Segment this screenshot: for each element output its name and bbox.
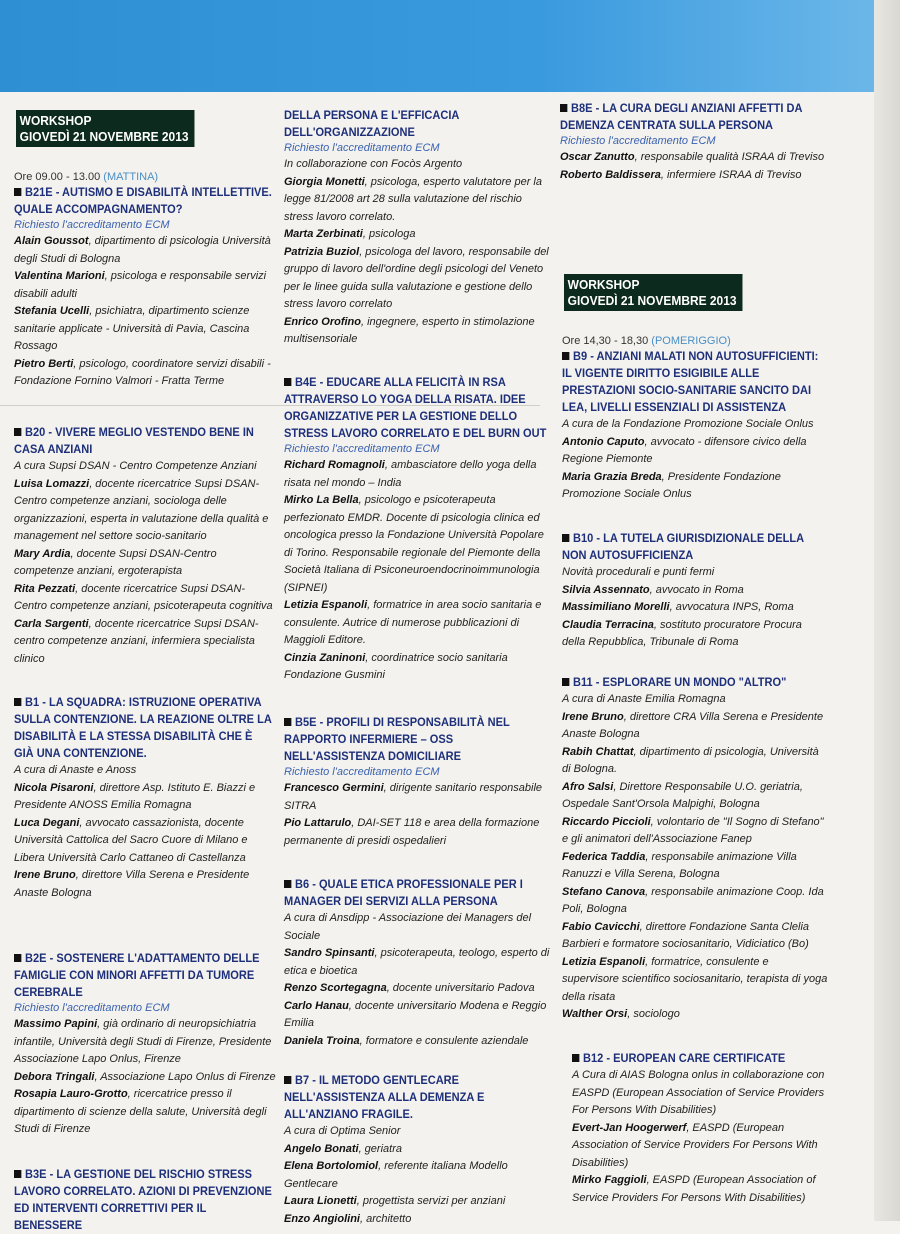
speaker (284, 1141, 552, 1159)
session-title (562, 348, 826, 416)
speaker-role: , già ordinario di neuropsichiatria infantile, Università degli Studi di Firenze, Presidente Associazione Lapo Onlus, Firenze (14, 1018, 272, 1065)
session-title (284, 374, 550, 442)
bullet-square-icon (562, 678, 569, 686)
speaker-role: , DAI-SET 118 e area della formazione permanente di presidi ospedalieri (284, 817, 540, 847)
speaker-role: , docente ricercatrice Supsi DSAN-centro competenze anziani, infermiera specialista clinico (14, 617, 259, 665)
speaker (14, 616, 276, 669)
speaker-role: , direttore Villa Serena e Presidente Anaste Bologna (14, 869, 250, 899)
speaker (14, 867, 276, 902)
speaker-role: , dirigente sanitario responsabile SITRA (284, 782, 543, 812)
time-tag: (POMERIGGIO) (651, 335, 731, 347)
speaker (562, 954, 828, 1007)
speaker-name: Silvia Assennato (562, 583, 650, 596)
workshop-label: WORKSHOP (19, 113, 92, 128)
speaker-role: , psicologa e responsabile servizi disabili adulti (14, 270, 267, 300)
session-title (284, 876, 550, 910)
speaker (562, 582, 828, 600)
speaker-name: Debora Tringali (14, 1070, 95, 1083)
session-intro: A cura di Optima Senior (284, 1125, 401, 1137)
speaker-name: Riccardo Piccioli (562, 815, 651, 828)
title-text: B10 - LA TUTELA GIURISDIZIONALE DELLA NON AUTOSUFFICIENZA (562, 531, 804, 562)
speaker-role: , ingegnere, esperto in stimolazione multisensoriale (284, 315, 535, 345)
speaker-role: , docente ricercatrice Supsi DSAN-Centro competenze anziani, sociologa delle organizzazioni, esperta in valutazione della qualità e management nel settore socio-sanitario (14, 477, 269, 542)
ecm-note: Richiesto l'accreditamento ECM (14, 219, 170, 231)
session-title (562, 674, 826, 691)
speaker (560, 149, 828, 167)
ecm-note: Richiesto l'accreditamento ECM (14, 1002, 170, 1014)
speaker-name: Irene Bruno (562, 710, 624, 723)
speaker (14, 1016, 276, 1069)
title-text: B12 - EUROPEAN CARE CERTIFICATE (583, 1051, 786, 1065)
bullet-square-icon (560, 104, 567, 112)
speaker-name: Mirko Faggioli (572, 1174, 647, 1186)
speaker (284, 174, 552, 227)
session-b5e (284, 714, 552, 850)
speaker (284, 815, 552, 850)
speaker (562, 709, 828, 744)
speaker (284, 1033, 552, 1051)
session-title (284, 714, 550, 765)
speaker (562, 884, 828, 919)
title-text: B11 - ESPLORARE UN MONDO "ALTRO" (573, 675, 787, 689)
speaker (284, 780, 552, 815)
speaker-role: , responsabile animazione Coop. Ida Poli, Bologna (562, 885, 824, 915)
speaker (284, 457, 552, 492)
speaker (284, 244, 552, 314)
speaker (284, 597, 552, 650)
speaker-name: Walther Orsi (562, 1008, 628, 1020)
speaker-role: , psicologa (362, 228, 416, 240)
speaker (14, 356, 276, 391)
session-b3e-continued (284, 107, 552, 349)
morning-time (14, 170, 276, 184)
page-edge (874, 0, 900, 1221)
speaker-name: Rabih Chattat (562, 745, 634, 758)
speaker-name: Laura Lionetti (284, 1195, 357, 1207)
session-b9 (562, 334, 828, 504)
session-b8e (560, 100, 828, 184)
speaker-role: , sociologo (627, 1008, 680, 1020)
session-intro: A cura de la Fondazione Promozione Sociale Onlus (562, 418, 814, 430)
speaker (562, 814, 828, 849)
title-text: B8E - LA CURA DEGLI ANZIANI AFFETTI DA DEMENZA CENTRATA SULLA PERSONA (560, 101, 803, 132)
speaker-name: Valentina Marioni (14, 270, 105, 282)
speaker-name: Enzo Angiolini (284, 1212, 360, 1225)
speaker-name: Stefania Ucelli (14, 305, 90, 317)
speaker-role: , EASPD (European Association of Service Providers For Persons With Disabilities) (572, 1121, 818, 1169)
speaker-name: Francesco Germini (284, 782, 384, 794)
speaker (284, 945, 552, 980)
speaker-name: Renzo Scortegagna (284, 982, 387, 994)
session-b10 (562, 530, 828, 652)
speaker (14, 1069, 276, 1087)
speaker (562, 849, 828, 884)
speaker-role: , direttore Asp. Istituto E. Biazzi e Presidente ANOSS Emilia Romagna (14, 781, 256, 811)
speaker-name: Federica Taddia (562, 850, 646, 863)
speaker-name: Antonio Caputo (562, 435, 645, 448)
bullet-square-icon (14, 188, 21, 196)
speaker-role: , formatore e consulente aziendale (359, 1034, 529, 1047)
workshop-label: WORKSHOP (567, 277, 640, 292)
speaker (562, 1006, 828, 1024)
speaker-role: , architetto (359, 1212, 412, 1225)
bullet-square-icon (284, 718, 291, 726)
speaker-role: , responsabile qualità ISRAA di Treviso (634, 151, 825, 163)
speaker-name: Mary Ardia (14, 547, 71, 560)
speaker-name: Rita Pezzati (14, 582, 76, 595)
speaker (562, 919, 828, 954)
speaker-role: , progettista servizi per anziani (356, 1195, 506, 1207)
speaker-role: , ambasciatore dello yoga della risata nel mondo – India (284, 459, 537, 489)
session-intro: A cura di Anaste Emilia Romagna (562, 693, 726, 705)
workshop-date: GIOVEDÌ 21 NOVEMBRE 2013 (19, 129, 189, 144)
speaker-role: , geriatra (358, 1142, 402, 1155)
session-intro: A cura di Anaste e Anoss (14, 764, 137, 776)
time-hours: Ore 09.00 - 13.00 (14, 171, 101, 183)
speaker (14, 780, 276, 815)
speaker-name: Roberto Baldissera (560, 168, 661, 181)
speaker-role: , avvocatura INPS, Roma (669, 601, 794, 613)
bullet-square-icon (284, 1076, 291, 1084)
speaker (572, 1120, 828, 1173)
session-b3e (14, 1166, 276, 1234)
speaker-role: , responsabile animazione Villa Ranuzzi e Villa Serena, Bologna (562, 850, 797, 880)
bullet-square-icon (562, 352, 569, 360)
speaker (284, 1211, 552, 1229)
bullet-square-icon (284, 378, 291, 386)
speaker (284, 492, 552, 597)
speaker-role: , avvocato cassazionista, docente Università Cattolica del Sacro Cuore di Milano e Libera Università Carlo Cattaneo di Castellanza (14, 816, 248, 864)
speaker-role: , psicologo, coordinatore servizi disabili - Fondazione Fornino Valmori - Fratta Terme (14, 357, 271, 387)
speaker-role: , docente universitario Modena e Reggio Emilia (284, 999, 547, 1029)
bullet-square-icon (14, 954, 21, 962)
speaker-role: , avvocato - difensore civico della Regione Piemonte (562, 435, 807, 465)
speaker (14, 268, 276, 303)
session-b2e (14, 950, 276, 1139)
speaker (284, 1158, 552, 1193)
speaker (562, 744, 828, 779)
session-intro: A cura Supsi DSAN - Centro Competenze Anziani (14, 460, 257, 472)
speaker-role: , direttore CRA Villa Serena e Presidente Anaste Bologna (562, 710, 824, 740)
speaker-role: , psicologa del lavoro, responsabile del gruppo di lavoro dell'ordine degli psicologi del Veneto per le linee guida sulla valutazione e gestione dello stress lavoro correlato (284, 245, 549, 310)
speaker-name: Pio Lattarulo (284, 817, 352, 829)
speaker-role: , psichiatra, dipartimento scienze sanitarie applicate - Università di Pavia, Cascina Rossago (14, 305, 250, 352)
title-text: B3E - LA GESTIONE DEL RISCHIO STRESS LAVORO CORRELATO. AZIONI DI PREVENZIONE ED INTERVENTI CORRETTIVI PER IL BENESSERE (14, 1167, 272, 1232)
session-title: DELLA PERSONA E L'EFFICACIA DELL'ORGANIZZAZIONE (284, 108, 459, 139)
session-b1 (14, 694, 276, 902)
speaker (284, 980, 552, 998)
speaker-role: , psicoterapeuta, teologo, esperto di etica e bioetica (284, 947, 550, 977)
speaker (562, 599, 828, 617)
speaker-name: Luca Degani (14, 816, 80, 829)
speaker-role: , direttore Fondazione Santa Clelia Barbieri e formatore sociosanitario, Vidiciatico (Bo) (562, 920, 810, 950)
speaker-name: Carlo Hanau (284, 999, 349, 1012)
speaker-name: Alain Goussot (14, 235, 89, 247)
bullet-square-icon (14, 698, 21, 706)
session-b20 (14, 424, 276, 668)
speaker-name: Patrizia Buziol (284, 245, 360, 258)
header-band (0, 0, 900, 92)
speaker-role: , sostituto procuratore Procura della Repubblica, Tribunale di Roma (562, 618, 802, 648)
ecm-note: Richiesto l'accreditamento ECM (284, 142, 440, 154)
speaker (562, 779, 828, 814)
title-text: B6 - QUALE ETICA PROFESSIONALE PER I MANAGER DEI SERVIZI ALLA PERSONA (284, 877, 523, 908)
speaker-name: Richard Romagnoli (284, 459, 385, 471)
speaker-role: , EASPD (European Association of Service Providers For Persons With Disabilities) (572, 1174, 816, 1204)
speaker (14, 233, 276, 268)
workshop-badge-afternoon (564, 274, 742, 311)
speaker-role: , docente Supsi DSAN-Centro competenze anziani, ergoterapista (14, 547, 217, 577)
speaker-name: Rosapia Lauro-Grotto (14, 1088, 128, 1100)
speaker-role: , avvocato in Roma (649, 583, 744, 596)
speaker (14, 815, 276, 868)
speaker-name: Elena Bortolomiol (284, 1160, 379, 1172)
speaker-role: , dipartimento di psicologia, Università di Bologna. (562, 745, 819, 775)
speaker-name: Claudia Terracina (562, 618, 654, 631)
session-title (560, 100, 826, 134)
session-title (562, 530, 826, 564)
ecm-note: Richiesto l'accreditamento ECM (284, 443, 440, 455)
speaker (562, 617, 828, 652)
bullet-square-icon (572, 1054, 579, 1062)
speaker-name: Stefano Canova (562, 885, 646, 898)
speaker (284, 226, 552, 244)
speaker-role: , referente italiana Modello Gentlecare (284, 1160, 508, 1190)
session-b12 (572, 1050, 828, 1207)
bullet-square-icon (562, 534, 569, 542)
speaker-role: , Direttore Responsabile U.O. geriatria, Ospedale Sant'Orsola Malpighi, Bologna (562, 780, 803, 810)
speaker (284, 314, 552, 349)
speaker-name: Mirko La Bella (284, 494, 359, 506)
speaker-role: , formatrice, consulente e supervisore scientifico sociosanitario, terapista di yoga della risata (562, 955, 828, 1003)
speaker-name: Evert-Jan Hoogerwerf (572, 1121, 687, 1134)
session-b11 (562, 674, 828, 1024)
speaker-name: Sandro Spinsanti (284, 947, 375, 959)
afternoon-time (562, 334, 828, 348)
title-text: B20 - VIVERE MEGLIO VESTENDO BENE IN CASA ANZIANI (14, 425, 254, 456)
speaker-name: Massimo Papini (14, 1018, 98, 1030)
bullet-square-icon (14, 1170, 21, 1178)
session-title (14, 950, 274, 1001)
session-title (284, 1072, 550, 1123)
speaker-name: Oscar Zanutto (560, 151, 635, 163)
speaker (284, 1193, 552, 1211)
title-text: B4E - EDUCARE ALLA FELICITÀ IN RSA ATTRAVERSO LO YOGA DELLA RISATA. IDEE ORGANIZZATIVE PER LA GESTIONE DELLO STRESS LAVORO CORRELATO E DEL BURN OUT (284, 375, 547, 440)
time-tag: (MATTINA) (103, 171, 159, 183)
speaker-name: Daniela Troina (284, 1034, 360, 1047)
title-text: B7 - IL METODO GENTLECARE NELL'ASSISTENZA ALLA DEMENZA E ALL'ANZIANO FRAGILE. (284, 1073, 485, 1121)
speaker-name: Irene Bruno (14, 869, 76, 881)
session-intro: Novità procedurali e punti fermi (562, 566, 715, 578)
session-b7 (284, 1072, 552, 1228)
speaker-role: , docente universitario Padova (386, 982, 535, 994)
title-text: B9 - ANZIANI MALATI NON AUTOSUFFICIENTI: IL VIGENTE DIRITTO ESIGIBILE ALLE PRESTAZIONI SOCIO-SANITARIE SANCITO DAI LEA, LIVELLI ESSENZIALI DI ASSISTENZA (562, 349, 819, 414)
speaker-name: Marta Zerbinati (284, 228, 363, 240)
speaker-name: Massimiliano Morelli (562, 601, 670, 613)
speaker (14, 476, 276, 546)
speaker-role: , ricercatrice presso il dipartimento di scienze della salute, Università degli Studi di Firenze (14, 1088, 267, 1135)
speaker-name: Giorgia Monetti (284, 175, 365, 188)
session-b4e (284, 374, 552, 685)
bullet-square-icon (284, 880, 291, 888)
bullet-square-icon (14, 428, 21, 436)
speaker (14, 546, 276, 581)
ecm-note: Richiesto l'accreditamento ECM (560, 135, 716, 147)
session-title (14, 1166, 274, 1234)
session-title (572, 1050, 826, 1067)
speaker-role: , volontario de "Il Sogno di Stefano" e gli animatori dell'Associazione Fanep (562, 815, 824, 845)
session-title (14, 694, 274, 762)
speaker-name: Cinzia Zaninoni (284, 651, 366, 664)
speaker-name: Maria Grazia Breda (562, 470, 662, 483)
time-hours: Ore 14,30 - 18,30 (562, 335, 649, 347)
title-text: B21E - AUTISMO E DISABILITÀ INTELLETTIVE. QUALE ACCOMPAGNAMENTO? (14, 185, 272, 216)
speaker (560, 167, 828, 185)
speaker-role: , psicologa, esperto valutatore per la legge 81/2008 art 28 sulla valutazione del rischio stress lavoro correlato. (284, 175, 542, 223)
speaker-name: Luisa Lomazzi (14, 477, 90, 490)
speaker-role: , psicologo e psicoterapeuta perfezionato EMDR. Docente di psicologia clinica ed oncologica presso la Fondazione Università Popolare di Torino. Responsabile regionale del Piemonte della Società Italiana di Psiconeuroendocrinoimmunologia (SIPNEI) (284, 494, 544, 594)
speaker-role: , dipartimento di psicologia Università degli Studi di Bologna (14, 235, 271, 265)
speaker-name: Enrico Orofino (284, 315, 361, 328)
session-b6 (284, 876, 552, 1050)
speaker (14, 303, 276, 356)
speaker (284, 650, 552, 685)
speaker-name: Carla Sargenti (14, 617, 89, 630)
speaker (14, 581, 276, 616)
speaker-name: Nicola Pisaroni (14, 781, 94, 794)
speaker-role: , Presidente Fondazione Promozione Sociale Onlus (562, 470, 781, 500)
speaker (562, 469, 828, 504)
speaker (562, 434, 828, 469)
session-intro: In collaborazione con Focòs Argento (284, 158, 463, 170)
speaker-role: , docente ricercatrice Supsi DSAN-Centro competenze anziani, psicoterapeuta cognitiva (14, 582, 273, 612)
speaker-role: , formatrice in area socio sanitaria e consulente. Autrice di numerose pubblicazioni di Maggioli Editore. (284, 599, 542, 646)
ecm-note: Richiesto l'accreditamento ECM (284, 766, 440, 778)
workshop-badge-morning (16, 110, 194, 147)
title-text: B1 - LA SQUADRA: ISTRUZIONE OPERATIVA SULLA CONTENZIONE. LA REAZIONE OLTRE LA DISABILITÀ E LA STESSA DISABILITÀ CHE È GIÀ UNA CONTENZIONE. (14, 695, 272, 760)
workshop-date: GIOVEDÌ 21 NOVEMBRE 2013 (567, 293, 737, 308)
speaker-role: , coordinatrice socio sanitaria Fondazione Gusmini (284, 651, 508, 681)
speaker (284, 998, 552, 1033)
speaker-name: Letizia Espanoli (562, 955, 646, 968)
speaker-role: , infermiere ISRAA di Treviso (660, 168, 802, 181)
speaker-name: Fabio Cavicchi (562, 920, 640, 933)
session-intro: A cura di Ansdipp - Associazione dei Managers del Sociale (284, 912, 532, 942)
speaker-role: , Associazione Lapo Onlus di Firenze (94, 1070, 276, 1083)
session-b21e (14, 170, 276, 391)
speaker-name: Letizia Espanoli (284, 599, 368, 611)
speaker (572, 1172, 828, 1207)
title-text: B5E - PROFILI DI RESPONSABILITÀ NEL RAPPORTO INFERMIERE – OSS NELL'ASSISTENZA DOMICILIARE (284, 715, 510, 763)
session-title (14, 184, 274, 218)
speaker-name: Afro Salsi (562, 780, 614, 793)
title-text: B2E - SOSTENERE L'ADATTAMENTO DELLE FAMIGLIE CON MINORI AFFETTI DA TUMORE CEREBRALE (14, 951, 260, 999)
speaker-name: Pietro Berti (14, 357, 74, 370)
speaker-name: Angelo Bonati (284, 1142, 359, 1155)
session-intro: A Cura di AIAS Bologna onlus in collaborazione con EASPD (European Association of Service Providers For Persons With Disabilities) (572, 1069, 825, 1116)
speaker (14, 1086, 276, 1139)
session-title (14, 424, 274, 458)
